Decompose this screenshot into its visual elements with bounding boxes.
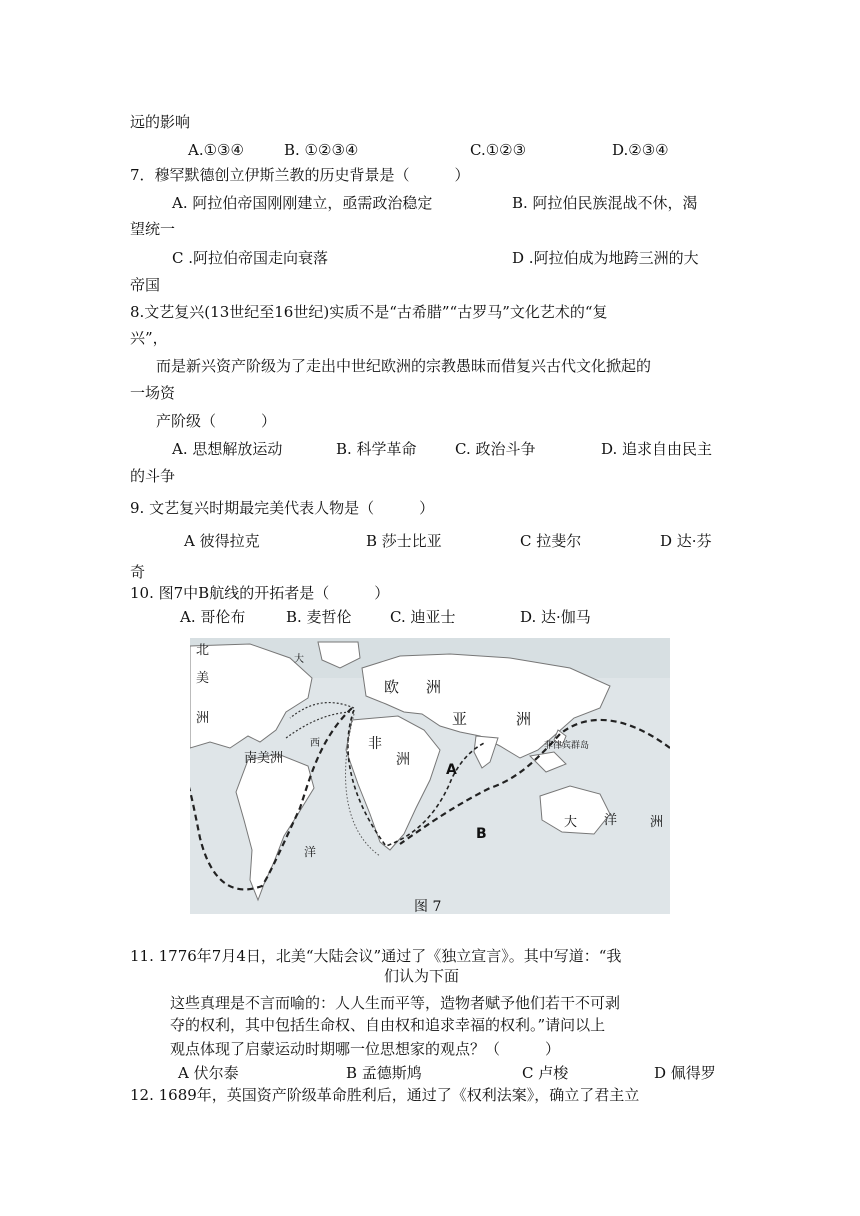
map-label-asia: 亚 xyxy=(452,710,468,728)
q7-option-d-cont: 帝国 xyxy=(130,276,161,294)
q8-option-d: D. 追求自由民主 xyxy=(601,440,713,458)
q7-stem: 7．穆罕默德创立伊斯兰教的历史背景是（ ） xyxy=(130,166,470,184)
map-label-oceania-2: 洋 xyxy=(604,813,618,828)
q10-option-a: A. 哥伦布 xyxy=(180,608,246,626)
map-label-africa: 非 xyxy=(368,736,382,752)
map-label-africa-zhou: 洲 xyxy=(396,752,410,768)
map-label-route-b: B xyxy=(476,826,487,842)
map-label-asia-zhou: 洲 xyxy=(516,710,532,728)
q8-stem-line4: 一场资 xyxy=(130,384,176,402)
q6-option-b: B. ①②③④ xyxy=(284,141,359,159)
map-label-oceania-1: 大 xyxy=(564,815,578,830)
q11-option-b: B 孟德斯鸠 xyxy=(346,1064,422,1082)
map-label-america: 美 xyxy=(196,671,210,686)
map-label-oceania-3: 洲 xyxy=(650,815,664,830)
voyage-map xyxy=(190,638,670,914)
q8-option-a: A. 思想解放运动 xyxy=(172,440,283,458)
q10-stem: 10. 图7中B航线的开拓者是（ ） xyxy=(130,584,390,602)
q8-stem-line5: 产阶级（ ） xyxy=(156,412,277,430)
q11-stem-line3: 这些真理是不言而喻的：人人生而平等，造物者赋予他们若干不可剥 xyxy=(170,994,621,1012)
q8-option-b: B. 科学革命 xyxy=(336,440,417,458)
q10-option-d: D. 达·伽马 xyxy=(520,608,591,626)
q7-option-b: B. 阿拉伯民族混战不休，渴 xyxy=(512,194,698,212)
map-label-europe-zhou: 洲 xyxy=(426,678,442,696)
map-label-xi: 西 xyxy=(310,738,320,749)
map-label-philippines: 菲律宾群岛 xyxy=(544,741,590,751)
q11-stem-line5: 观点体现了启蒙运动时期哪一位思想家的观点？（ ） xyxy=(170,1040,561,1058)
q10-option-c: C. 迪亚士 xyxy=(390,608,456,626)
q10-option-b: B. 麦哲伦 xyxy=(286,608,352,626)
q11-option-d: D 佩得罗 xyxy=(654,1064,716,1082)
q9-option-d: D 达·芬 xyxy=(660,532,712,550)
map-label-south-america: 南美洲 xyxy=(244,751,284,766)
q11-stem-line1: 11. 1776年7月4日，北美“大陆会议”通过了《独立宣言》。其中写道：“我 xyxy=(130,947,622,965)
q9-option-c: C 拉斐尔 xyxy=(520,532,582,550)
map-label-ocean-yang: 洋 xyxy=(304,845,317,859)
q9-stem: 9. 文艺复兴时期最完美代表人物是（ ） xyxy=(130,499,435,517)
q7-option-a: A. 阿拉伯帝国刚刚建立，亟需政治稳定 xyxy=(172,194,433,212)
q6-option-c: C.①②③ xyxy=(470,141,527,159)
q11-stem-line2: 们认为下面 xyxy=(384,967,460,985)
q11-option-c: C 卢梭 xyxy=(522,1064,569,1082)
q8-stem-line3: 而是新兴资产阶级为了走出中世纪欧洲的宗教愚昧而借复兴古代文化掀起的 xyxy=(156,357,652,375)
q11-stem-line4: 夺的权利，其中包括生命权、自由权和追求幸福的权利。”请问以上 xyxy=(170,1016,606,1034)
q11-option-a: A 伏尔泰 xyxy=(178,1064,239,1082)
q7-option-d: D .阿拉伯成为地跨三洲的大 xyxy=(512,249,699,267)
q7-option-b-cont: 望统一 xyxy=(130,220,176,238)
q8-option-c: C. 政治斗争 xyxy=(455,440,536,458)
q8-option-d-cont: 的斗争 xyxy=(130,467,176,485)
figure-caption: 图 7 xyxy=(414,899,442,915)
q9-option-b: B 莎士比亚 xyxy=(366,532,442,550)
map-label-route-a: A xyxy=(446,762,457,778)
map-label-zhou-left: 洲 xyxy=(196,711,210,726)
q9-option-d-cont: 奇 xyxy=(130,563,146,581)
q8-stem-line2: 兴”， xyxy=(130,329,168,347)
q6-option-d: D.②③④ xyxy=(612,141,669,159)
q9-option-a: A 彼得拉克 xyxy=(184,532,260,550)
q12-stem-line1: 12. 1689年，英国资产阶级革命胜利后，通过了《权利法案》，确立了君主立 xyxy=(130,1086,640,1104)
map-label-north: 北 xyxy=(196,643,210,658)
q6-option-a: A.①③④ xyxy=(188,141,244,159)
map-label-europe: 欧 xyxy=(384,678,400,696)
map-label-da: 大 xyxy=(294,654,304,665)
q7-option-c: C .阿拉伯帝国走向衰落 xyxy=(172,249,329,267)
q6-continuation: 远的影响 xyxy=(130,113,191,131)
q8-stem-line1: 8.文艺复兴(13世纪至16世纪)实质不是“古希腊”“古罗马”文化艺术的“复 xyxy=(130,303,608,321)
